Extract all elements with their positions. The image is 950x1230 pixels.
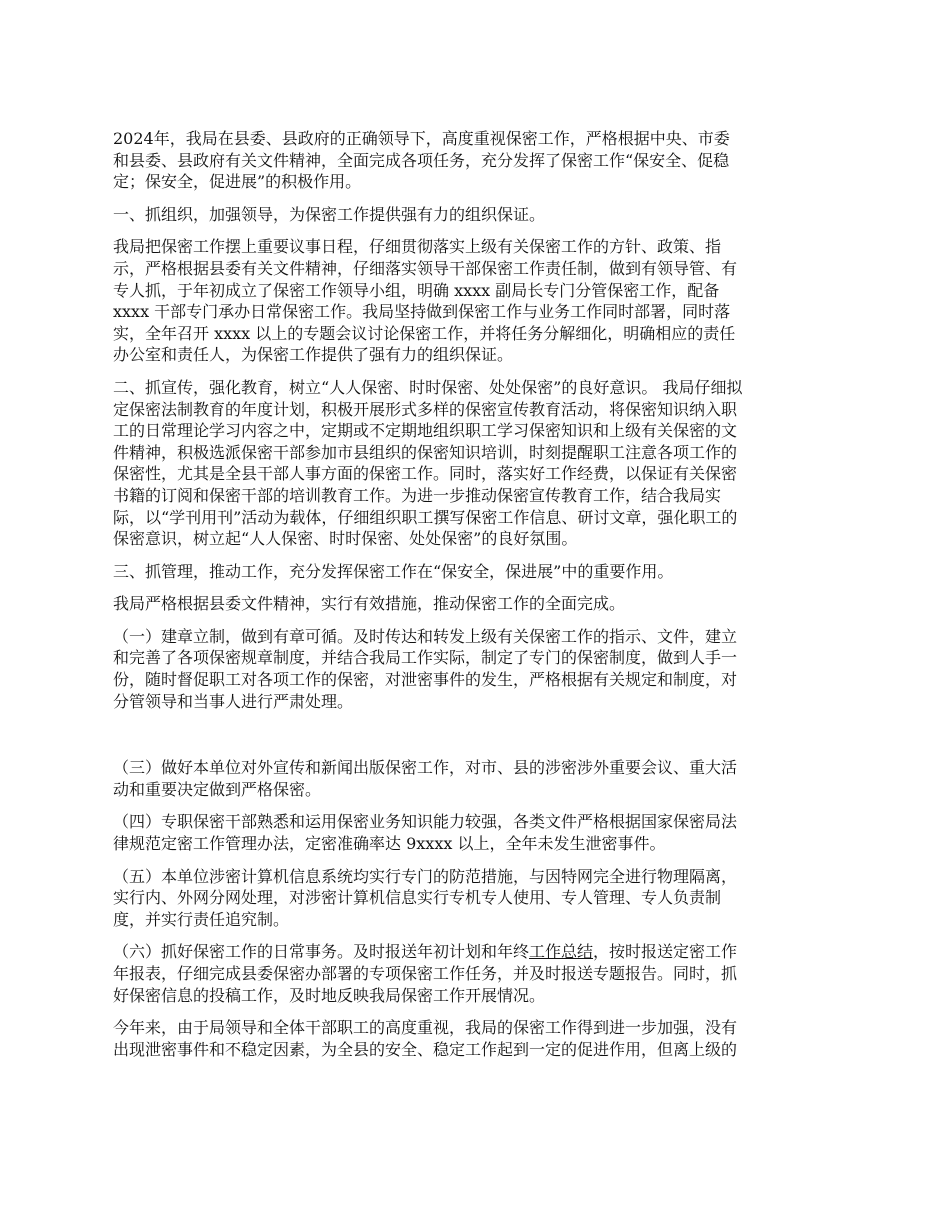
conclusion-paragraph: 今年来，由于局领导和全体干部职工的高度重视，我局的保密工作得到进一步加强，没有 出现泄密事件和不稳定因素，为全县的安全、稳定工作起到一定的促进作用，但离上级的: [113, 1018, 738, 1059]
item-five-paragraph: （五）本单位涉密计算机信息系统均实行专门的防范措施，与因特网完全进行物理隔离， 实行内、外网分网处理，对涉密计算机信息实行专机专人使用、专人管理、专人负责制 度，并实行责任追究制。: [113, 866, 738, 929]
section-heading-management: 三、抓管理，推动工作，充分发挥保密工作在“保安全，保进展”中的重要作用。: [113, 561, 674, 581]
item-six-text-before: （六）抓好保密工作的日常事务。及时报送年初计划和年终: [113, 942, 530, 962]
item-one-paragraph: （一）建章立制，做到有章可循。及时传达和转发上级有关保密工作的指示、文件，建立 和完善了各项保密规章制度，并结合我局工作实际，制定了专门的保密制度，做到人手一 份，随时督促职工对各项工作的保密，对泄密事件的发生，严格根据有关规定和制度，对 分管领导和当事人进行严肃处理。: [113, 626, 738, 711]
document-body: [113, 128, 841, 1071]
management-intro-paragraph: 我局严格根据县委文件精神，实行有效措施，推动保密工作的全面完成。: [113, 594, 626, 614]
item-six-text-after: ，按时报送定密工作 年报表，仔细完成县委保密办部署的专项保密工作任务，并及时报送专题报告。同时，抓 好保密信息的投稿工作，及时地反映我局保密工作开展情况。: [113, 942, 738, 1005]
section-heading-organization: 一、抓组织，加强领导，为保密工作提供强有力的组织保证。: [113, 204, 546, 224]
publicity-paragraph: 二、抓宣传，强化教育，树立“人人保密、时时保密、处处保密”的良好意识。 我局仔细拟 定保密法制教育的年度计划，积极开展形式多样的保密宣传教育活动，将保密知识纳入职 工的日常理论学习内容之中，定期或不定期地组织职工学习保密知识和上级有关保密的文 件精神，积极选派保密干部参加市县组织的保密知识培训，时刻提醒职工注意各项工作的 保密性，尤其是全县干部人事方面的保密工作。同时，落实好工作经费，以保证有关保密 书籍的订阅和保密干部的培训教育工作。为进一步推动保密宣传教育工作，结合我局实 际，以“学刊用刊”活动为载体，仔细组织职工撰写保密工作信息、研讨文章，强化职工的 保密意识，树立起“人人保密、时时保密、处处保密”的良好氛围。: [113, 377, 743, 549]
item-six-paragraph: [113, 941, 841, 1006]
item-three-paragraph: （三）做好本单位对外宣传和新闻出版保密工作，对市、县的涉密涉外重要会议、重大活 动和重要决定做到严格保密。: [113, 758, 738, 799]
organization-paragraph: 我局把保密工作摆上重要议事日程，仔细贯彻落实上级有关保密工作的方针、政策、指 示，严格根据县委有关文件精神，仔细落实领导干部保密工作责任制，做到有领导管、有 专人抓，于年初成立了保密工作领导小组，明确 xxxx 副局长专门分管保密工作，配备 xxxx 干部专门承办日常保密工作。我局坚持做到保密工作与业务工作同时部署，同时落 实，全年召开 xxxx 以上的专题会议讨论保密工作，并将任务分解细化，明确相应的责任 办公室和责任人，为保密工作提供了强有力的组织保证。: [113, 237, 738, 365]
item-four-paragraph: （四）专职保密干部熟悉和运用保密业务知识能力较强，各类文件严格根据国家保密局法 律规范定密工作管理办法，定密准确率达 9xxxx 以上，全年未发生泄密事件。: [113, 812, 738, 854]
work-summary-link[interactable]: 工作总结: [529, 942, 594, 962]
intro-paragraph: 2024年，我局在县委、县政府的正确领导下，高度重视保密工作，严格根据中央、市委 和县委、县政府有关文件精神，全面完成各项任务，充分发挥了保密工作“保安全、促稳 定；保安全，促进展”的积极作用。: [113, 129, 730, 192]
